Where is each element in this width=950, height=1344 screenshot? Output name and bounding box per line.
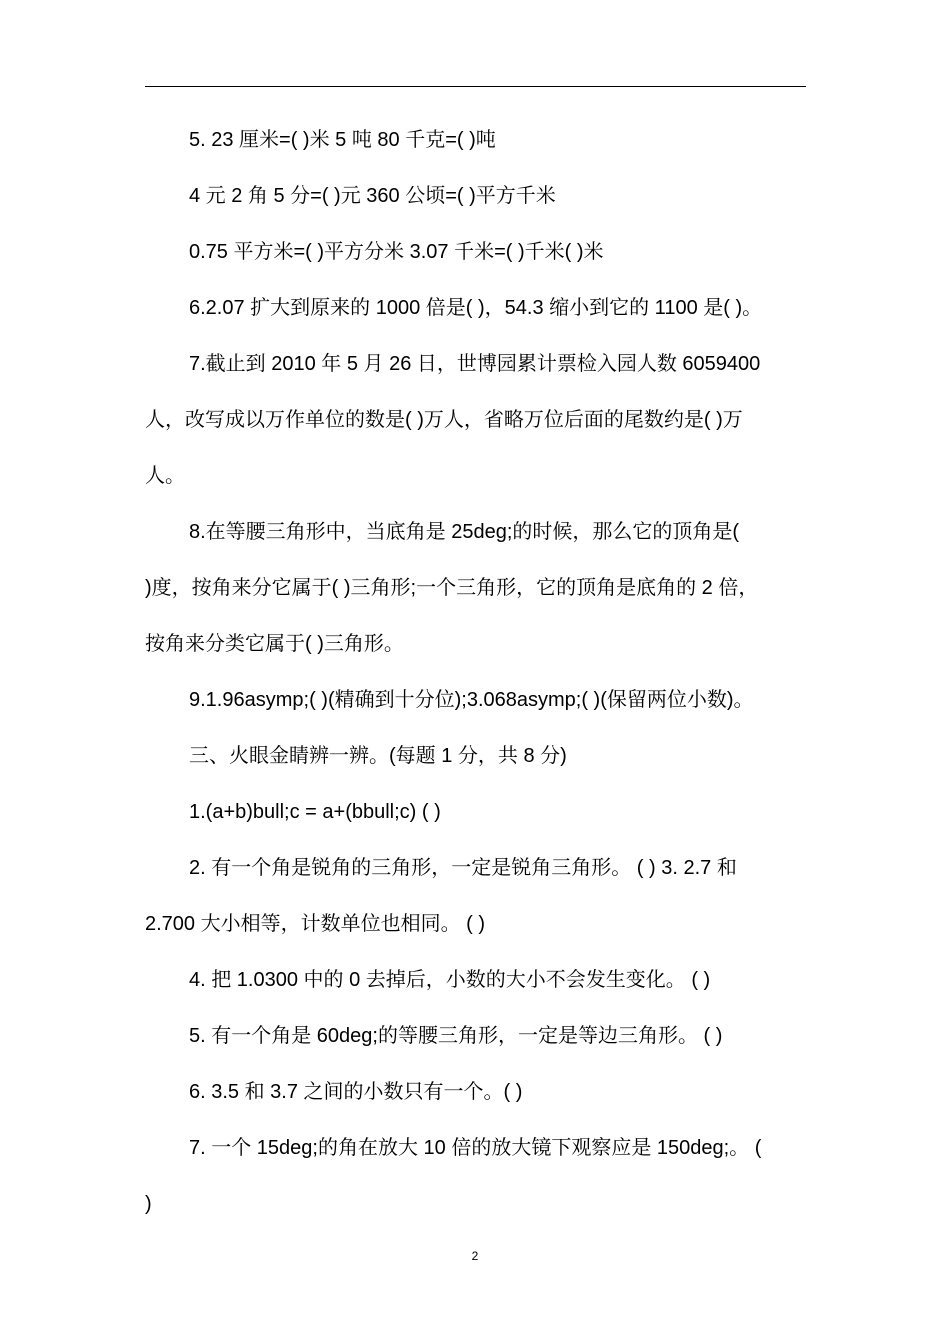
text-line-judge-4: 4. 把 1.0300 中的 0 去掉后，小数的大小不会发生变化。 ( ) — [189, 969, 711, 991]
text-line-unit-conversion-3: 0.75 平方米=( )平方分米 3.07 千米=( )千米( )米 — [189, 241, 604, 263]
text-line-unit-conversion-2: 4 元 2 角 5 分=( )元 360 公顷=( )平方千米 — [189, 185, 556, 207]
header-rule — [145, 86, 806, 87]
page-content — [145, 112, 817, 1232]
text-line-question-6: 6.2.07 扩大到原来的 1000 倍是( )，54.3 缩小到它的 1100 是( )。 — [189, 297, 763, 319]
text-line-question-7-cont-2: 人。 — [145, 465, 185, 487]
section-heading-3: 三、火眼金睛辨一辨。(每题 1 分，共 8 分) — [189, 745, 567, 767]
text-line-judge-1: 1.(a+b)bull;c = a+(bbull;c) ( ) — [189, 801, 441, 823]
text-line-question-7: 7.截止到 2010 年 5 月 26 日，世博园累计票检入园人数 6059400 — [189, 353, 761, 375]
text-line-judge-2: 2. 有一个角是锐角的三角形，一定是锐角三角形。 ( ) 3. 2.7 和 — [189, 857, 737, 879]
text-line-unit-conversion-1: 5. 23 厘米=( )米 5 吨 80 千克=( )吨 — [189, 129, 496, 151]
text-line-judge-7-cont: ) — [145, 1193, 152, 1215]
text-line-judge-7: 7. 一个 15deg;的角在放大 10 倍的放大镜下观察应是 150deg;。 ( — [189, 1137, 762, 1159]
text-line-question-9: 9.1.96asymp;( )(精确到十分位);3.068asymp;( )(保留两位小数)。 — [189, 689, 754, 711]
text-line-judge-6: 6. 3.5 和 3.7 之间的小数只有一个。( ) — [189, 1081, 523, 1103]
text-line-question-8: 8.在等腰三角形中，当底角是 25deg;的时候，那么它的顶角是( — [189, 521, 740, 543]
page-number: 2 — [471, 1249, 479, 1263]
text-line-judge-3-cont: 2.700 大小相等，计数单位也相同。 ( ) — [145, 913, 486, 935]
text-line-question-8-cont-2: 按角来分类它属于( )三角形。 — [145, 633, 404, 655]
text-line-judge-5: 5. 有一个角是 60deg;的等腰三角形，一定是等边三角形。 ( ) — [189, 1025, 723, 1047]
text-line-question-7-cont-1: 人，改写成以万作单位的数是( )万人，省略万位后面的尾数约是( )万 — [145, 409, 743, 431]
text-line-question-8-cont-1: )度，按角来分它属于( )三角形;一个三角形，它的顶角是底角的 2 倍， — [145, 577, 759, 599]
